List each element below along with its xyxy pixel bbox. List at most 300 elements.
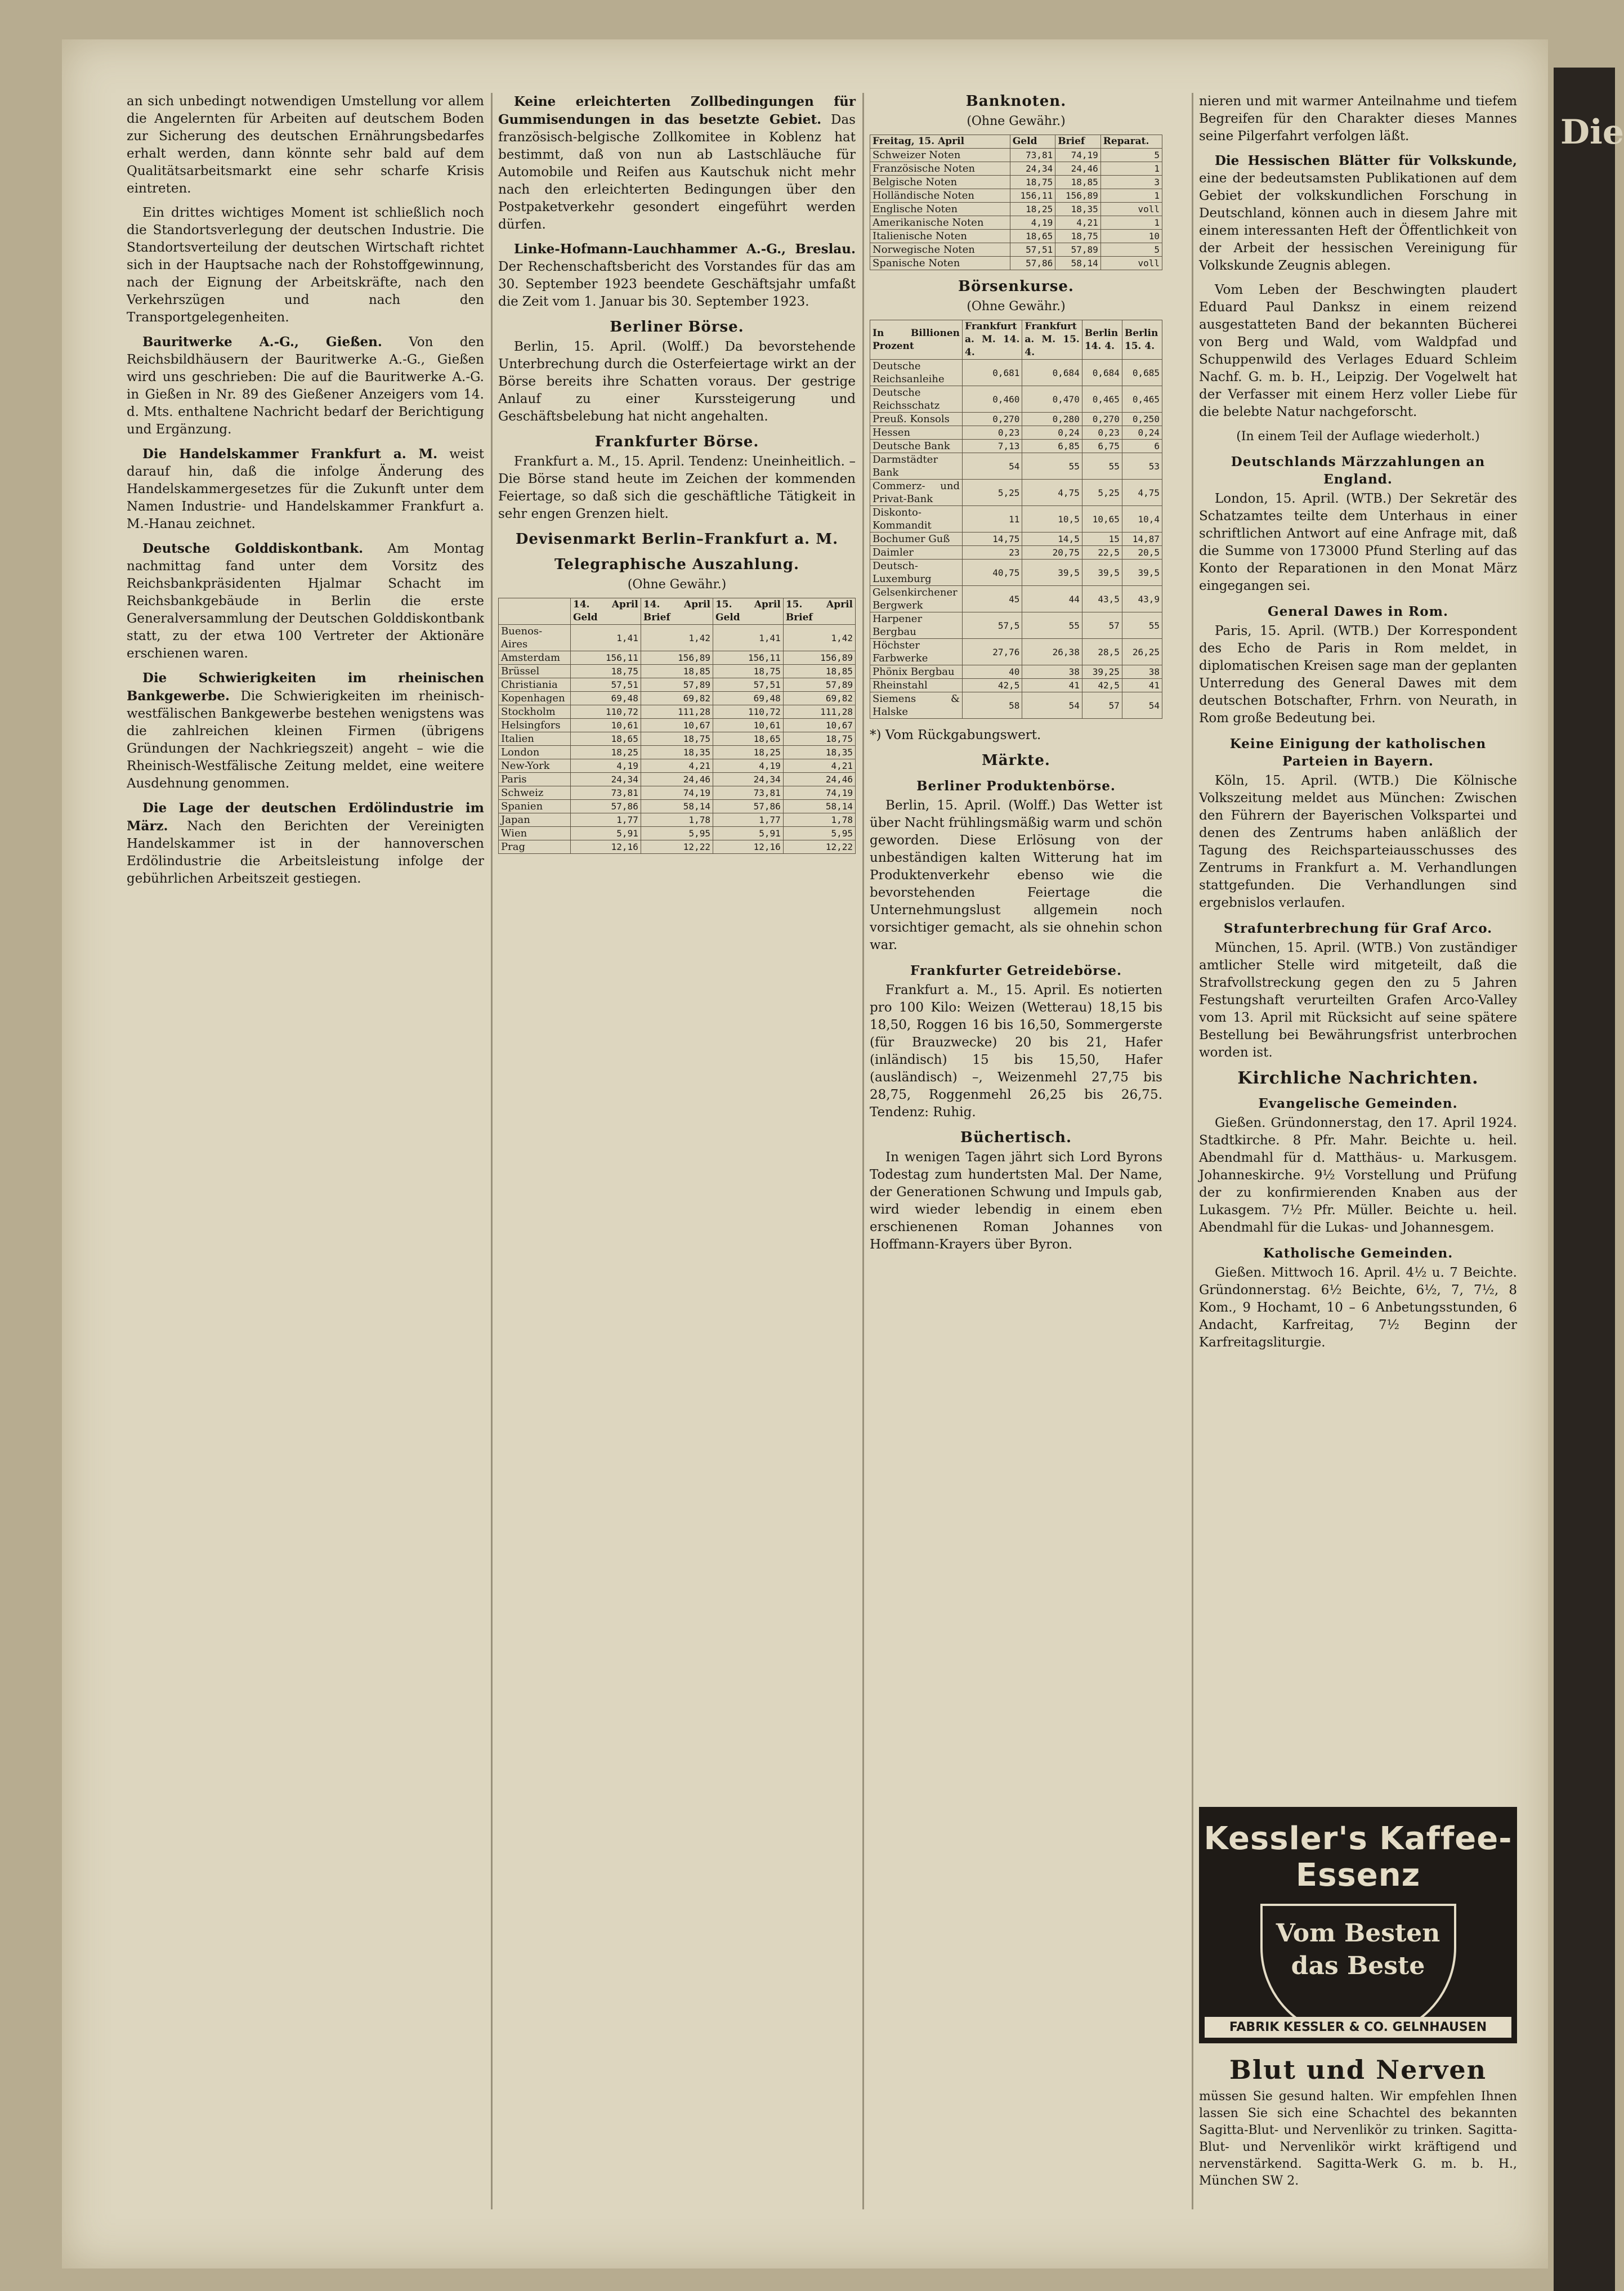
table-row <box>870 506 1162 533</box>
table-cell: 38 <box>1022 665 1082 679</box>
table-cell: Französische Noten <box>870 162 1010 176</box>
table-cell: 18,85 <box>783 665 855 678</box>
table-cell: 14,75 <box>963 533 1022 546</box>
column-4 <box>1199 93 1517 1358</box>
table-cell: Deutsche Reichsschatz <box>870 386 963 413</box>
table-cell: 156,11 <box>1010 189 1055 203</box>
table-header: Frankfurt a. M. 14. 4. <box>963 320 1022 360</box>
article-text <box>498 240 856 311</box>
table-row <box>870 413 1162 426</box>
article-text <box>127 799 484 888</box>
article-text: Berlin, 15. April. (Wolff.) Das Wetter ist über Nacht frühlingsmäßig warm und schön geworden. Diese Erlösung von der unbeständigen kalten Witterung hat im Produktenverkehr ebenso wie die bevorstehenden Feiertage die Unternehmungslust allgemein noch vorsichtiger gemacht, als sie ohnehin schon war. <box>870 798 1162 952</box>
table-cell: 24,46 <box>1055 162 1101 176</box>
table-header: 15. April Brief <box>783 598 855 625</box>
table-row <box>870 440 1162 453</box>
table-cell: 156,11 <box>570 651 641 665</box>
article-body: Der Rechenschaftsbericht des Vorstandes für das am 30. September 1923 beendete Geschäftsjahr umfaßt die Zeit vom 1. Januar bis 30. September 1923. <box>498 259 856 309</box>
table-cell: Gelsenkirchener Bergwerk <box>870 586 963 612</box>
table-cell: 1,42 <box>641 625 713 651</box>
table-cell: 22,5 <box>1082 546 1122 560</box>
table-cell: 57,86 <box>713 800 783 813</box>
table-row <box>870 679 1162 692</box>
table-cell: 41 <box>1022 679 1082 692</box>
table-row <box>870 612 1162 639</box>
article-body: Nach den Berichten der Vereinigten Handelskammer ist in der hannoverschen Erdölindustrie die Arbeitsleistung infolge der gebührlichen Arbeitszeit gestiegen. <box>127 819 485 886</box>
table-cell: Rheinstahl <box>870 679 963 692</box>
table-cell: 0,270 <box>1082 413 1122 426</box>
table-row <box>870 692 1162 719</box>
table-cell: 10 <box>1100 230 1162 243</box>
table-cell: 111,28 <box>783 705 855 719</box>
table-cell: 55 <box>1082 453 1122 480</box>
table-cell: Buenos-Aires <box>499 625 571 651</box>
article-body: eine der bedeutsamsten Publikationen auf dem Gebiet der volkskundlichen Forschung in Deutschland, können auch in diesem Jahre mit einem interessanten Heft der Öffentlichkeit von der Arbeit der hessischen Vereinigung für Volkskunde Zeugnis ablegen. <box>1199 171 1517 273</box>
article-text <box>127 333 484 438</box>
table-cell: Spanien <box>499 800 571 813</box>
table-cell: Schweiz <box>499 786 571 800</box>
section-heading: Devisenmarkt Berlin–Frankfurt a. M. <box>515 531 839 548</box>
table-header: Brief <box>1055 135 1101 149</box>
table-cell: Preuß. Konsols <box>870 413 963 426</box>
table-cell: 74,19 <box>783 786 855 800</box>
table-row <box>870 230 1162 243</box>
table-cell: 24,34 <box>570 773 641 786</box>
section-heading: General Dawes in Rom. <box>1268 604 1448 619</box>
table-cell: 14,87 <box>1122 533 1162 546</box>
table-cell: 18,75 <box>1010 176 1055 189</box>
table-cell: Hessen <box>870 426 963 440</box>
table-row <box>870 257 1162 270</box>
table-header: 14. April Brief <box>641 598 713 625</box>
table-cell: 1 <box>1100 189 1162 203</box>
section-heading: Strafunterbrechung für Graf Arco. <box>1223 921 1493 936</box>
table-row <box>870 639 1162 665</box>
table-cell: 39,5 <box>1022 560 1082 586</box>
table-cell: 57,51 <box>713 678 783 692</box>
table-cell: 18,75 <box>783 732 855 746</box>
table-row <box>499 678 856 692</box>
table-cell: Amerikanische Noten <box>870 216 1010 230</box>
ad-text: müssen Sie gesund halten. Wir empfehlen Ihnen lassen Sie sich eine Schachtel des bekannten Sagitta-Blut- und Nervenlikör zu trinken. Sagitta-Blut- und Nervenlikör wirkt kräftigend und nervenstärkend. Sagitta-Werk G. m. b. H., München SW 2. <box>1199 2089 1517 2188</box>
table-cell: 7,13 <box>963 440 1022 453</box>
table-header: Berlin 15. 4. <box>1122 320 1162 360</box>
table-cell: 10,67 <box>783 719 855 732</box>
table-row <box>870 586 1162 612</box>
table-cell: 0,685 <box>1122 360 1162 386</box>
table-cell: 4,21 <box>641 759 713 773</box>
table-cell: Höchster Farbwerke <box>870 639 963 665</box>
column-rule <box>491 93 493 2209</box>
table-cell: 24,34 <box>1010 162 1055 176</box>
table-cell: 58,14 <box>641 800 713 813</box>
table-cell: 156,89 <box>783 651 855 665</box>
table-cell: 69,82 <box>641 692 713 705</box>
table-cell: 1 <box>1100 216 1162 230</box>
section-heading: Frankfurter Börse. <box>594 433 759 450</box>
table-cell: 3 <box>1100 176 1162 189</box>
table-cell: 43,9 <box>1122 586 1162 612</box>
coffee-advertisement <box>1199 1807 1517 2043</box>
table-cell: 0,280 <box>1022 413 1082 426</box>
article-text <box>127 540 484 663</box>
table-cell: 5,25 <box>1082 480 1122 506</box>
table-cell: 10,5 <box>1022 506 1082 533</box>
table-cell: 10,4 <box>1122 506 1162 533</box>
table-cell: 74,19 <box>1055 149 1101 162</box>
section-heading: Berliner Börse. <box>610 319 744 335</box>
table-cell: 0,460 <box>963 386 1022 413</box>
table-cell: 26,38 <box>1022 639 1082 665</box>
stock-table <box>870 320 1162 719</box>
table-row <box>499 813 856 827</box>
table-header: 14. April Geld <box>570 598 641 625</box>
table-header: 15. April Geld <box>713 598 783 625</box>
ad-title: Kessler's Kaffee-Essenz <box>1204 1820 1513 1894</box>
table-cell: Deutsche Bank <box>870 440 963 453</box>
table-cell: 23 <box>963 546 1022 560</box>
table-cell: 24,46 <box>641 773 713 786</box>
article-text: Paris, 15. April. (WTB.) Der Korrespondent des Echo de Paris in Rom meldet, in diplomatischen Kreisen sage man der geplanten Unterredung des General Dawes mit dem deutschen Botschafter, Frhrn. von Neurath, in Rom große Bedeutung bei. <box>1199 624 1517 726</box>
table-cell: 0,681 <box>963 360 1022 386</box>
table-cell: 57,89 <box>783 678 855 692</box>
table-row <box>499 651 856 665</box>
article-title: Die Hessischen Blätter für Volkskunde, <box>1215 153 1517 168</box>
table-cell: 69,82 <box>783 692 855 705</box>
table-row <box>499 827 856 840</box>
table-cell: 18,25 <box>570 746 641 759</box>
table-row <box>870 453 1162 480</box>
article-text: London, 15. April. (WTB.) Der Sekretär des Schatzamtes teilte dem Unterhaus in einer schriftlichen Antwort auf eine Anfrage mit, daß die Summe von 173000 Pfund Sterling auf das Konto der Reparationen in den Monat März eingegangen sei. <box>1199 491 1517 593</box>
table-cell: 5,95 <box>783 827 855 840</box>
table-cell: 15 <box>1082 533 1122 546</box>
table-cell: 73,81 <box>713 786 783 800</box>
table-cell: 110,72 <box>570 705 641 719</box>
table-header: Frankfurt a. M. 15. 4. <box>1022 320 1082 360</box>
table-cell: 5 <box>1100 243 1162 257</box>
article-text: nieren und mit warmer Anteilnahme und tiefem Begreifen für den Charakter dieses Mannes seine Pilgerfahrt verfolgen läßt. <box>1199 94 1517 144</box>
article-text <box>1199 152 1517 275</box>
table-cell: 12,22 <box>641 840 713 854</box>
table-cell: Wien <box>499 827 571 840</box>
section-heading: Katholische Gemeinden. <box>1263 1246 1453 1261</box>
table-cell: 57,89 <box>1055 243 1101 257</box>
table-cell: Italien <box>499 732 571 746</box>
table-cell: 0,465 <box>1082 386 1122 413</box>
section-heading: Evangelische Gemeinden. <box>1258 1096 1458 1111</box>
article-text: Frankfurt a. M., 15. April. Es notierten pro 100 Kilo: Weizen (Wetterau) 18,15 bis 18,50, Roggen 16 bis 16,50, Sommergerste (für Brauzwecke) 20 bis 21, Hafer (inländisch) 15 bis 15,50, Hafer (ausländisch) –, Weizenmehl 27,75 bis 28,75, Roggenmehl 26,25 bis 26,75. Tendenz: Ruhig. <box>870 983 1162 1120</box>
table-cell: 0,23 <box>1082 426 1122 440</box>
table-cell: 18,25 <box>1010 203 1055 216</box>
table-cell: 156,89 <box>1055 189 1101 203</box>
table-header: In Billionen Prozent <box>870 320 963 360</box>
table-cell: 4,21 <box>783 759 855 773</box>
table-cell: Prag <box>499 840 571 854</box>
table-cell: 57,89 <box>641 678 713 692</box>
column-3 <box>870 93 1162 1260</box>
table-cell: 42,5 <box>963 679 1022 692</box>
table-cell: 5,91 <box>570 827 641 840</box>
section-subheading: (Ohne Gewähr.) <box>627 578 727 592</box>
table-cell: voll <box>1100 257 1162 270</box>
table-cell: 57,51 <box>570 678 641 692</box>
table-cell: 0,470 <box>1022 386 1082 413</box>
table-cell: 54 <box>1022 692 1082 719</box>
table-cell: 57,5 <box>963 612 1022 639</box>
table-cell: Belgische Noten <box>870 176 1010 189</box>
table-cell: 43,5 <box>1082 586 1122 612</box>
table-row <box>870 216 1162 230</box>
article-text: an sich unbedingt notwendigen Umstellung vor allem die Angelernten für Arbeiten auf deutschem Boden zur Sicherung des deutschen Ernährungsbedarfes erhalt werden, dann könnte sehr bald auf dem Qualitätsarbeitsmarkt eine sehr scharfe Krisis eintreten. <box>127 94 484 196</box>
section-subheading: (Ohne Gewähr.) <box>967 114 1066 128</box>
table-cell: 57 <box>1082 612 1122 639</box>
table-cell: 0,465 <box>1122 386 1162 413</box>
table-cell: 18,65 <box>713 732 783 746</box>
table-cell: London <box>499 746 571 759</box>
table-cell: 1,78 <box>641 813 713 827</box>
article-text: Vom Leben der Beschwingten plaudert Eduard Paul Danksz in einem reizend ausgestatteten Band der bekannten Bücherei von Berg und Wald, vom Waldpfad und Schuppenwild des Verlages Eduard Schleim Nachf. G. m. b. H., Leipzig. Der Vogelwelt hat der Verfasser mit einem Herz voller Liebe für die belebte Natur nachgeforscht. <box>1199 283 1517 419</box>
table-cell: 55 <box>1022 453 1082 480</box>
table-cell: 4,75 <box>1122 480 1162 506</box>
table-cell: 57,86 <box>570 800 641 813</box>
table-row <box>870 149 1162 162</box>
table-cell: 4,75 <box>1022 480 1082 506</box>
table-cell: 69,48 <box>713 692 783 705</box>
table-row <box>499 665 856 678</box>
article-body: Die Schwierigkeiten im rheinisch-westfälischen Bankgewerbe bestehen wenigstens was die zahlreichen kleinen Firmen (übrigens Gründungen der Nachkriegszeit) angeht – wie die Rheinisch-Westfälische Zeitung meldet, eine weitere Ausdehnung genommen. <box>127 689 484 791</box>
section-heading: Märkte. <box>982 752 1050 769</box>
table-cell: 111,28 <box>641 705 713 719</box>
column-rule <box>1192 93 1193 2209</box>
article-title: Die Lage der deutschen Erdölindustrie im März. <box>127 800 484 834</box>
table-row <box>499 840 856 854</box>
table-cell: 18,35 <box>641 746 713 759</box>
table-cell: 4,19 <box>713 759 783 773</box>
table-cell: 1 <box>1100 162 1162 176</box>
table-cell: New-York <box>499 759 571 773</box>
table-row <box>499 705 856 719</box>
banknotes-table <box>870 135 1162 270</box>
article-title: Linke-Hofmann-Lauchhammer A.-G., Breslau. <box>514 241 856 257</box>
table-cell: Harpener Bergbau <box>870 612 963 639</box>
article-text: Berlin, 15. April. (Wolff.) Da bevorstehende Unterbrechung durch die Osterfeiertage wirkt an der Börse bereits ihre Schatten voraus. Der gestrige Anlauf zu einer Kurssteigerung und Geschäftsbelebung hat nicht angehalten. <box>498 339 856 424</box>
table-cell: 73,81 <box>570 786 641 800</box>
table-row <box>870 243 1162 257</box>
article-text: München, 15. April. (WTB.) Von zuständiger amtlicher Stelle wird mitgeteilt, daß die Strafvollstreckung gegen den zu 5 Jahren Festungshaft verurteilten Grafen Arco-Valley vom 13. April mit Rücksicht auf seine spätere Bestellung bei Bewährungsfrist unterbrochen worden ist. <box>1199 941 1517 1060</box>
table-cell: 11 <box>963 506 1022 533</box>
article-title: Die Handelskammer Frankfurt a. M. <box>142 446 438 462</box>
table-cell: 54 <box>963 453 1022 480</box>
article-text <box>127 669 484 793</box>
table-row <box>499 746 856 759</box>
table-cell: 24,46 <box>783 773 855 786</box>
table-cell: 24,34 <box>713 773 783 786</box>
table-header: Geld <box>1010 135 1055 149</box>
table-cell: Commerz- und Privat-Bank <box>870 480 963 506</box>
table-cell: 40 <box>963 665 1022 679</box>
table-cell: 44 <box>1022 586 1082 612</box>
table-cell: Phönix Bergbau <box>870 665 963 679</box>
article-title: Keine erleichterten Zollbedingungen für Gummisendungen in das besetzte Gebiet. <box>498 94 856 127</box>
table-cell: 57,51 <box>1010 243 1055 257</box>
blood-nerves-advertisement <box>1199 2055 1517 2193</box>
table-cell: 4,19 <box>1010 216 1055 230</box>
table-cell: Japan <box>499 813 571 827</box>
table-cell: Italienische Noten <box>870 230 1010 243</box>
table-cell: 26,25 <box>1122 639 1162 665</box>
section-heading: Keine Einigung der katholischen Parteien in Bayern. <box>1229 736 1487 769</box>
table-cell: 12,16 <box>570 840 641 854</box>
column-rule <box>862 93 864 2209</box>
table-cell: Norwegische Noten <box>870 243 1010 257</box>
table-cell: 18,85 <box>641 665 713 678</box>
table-cell: 1,42 <box>783 625 855 651</box>
table-cell: 55 <box>1122 612 1162 639</box>
table-cell: 18,75 <box>641 732 713 746</box>
table-cell: Brüssel <box>499 665 571 678</box>
table-row <box>870 386 1162 413</box>
table-cell: Paris <box>499 773 571 786</box>
table-cell: 0,24 <box>1122 426 1162 440</box>
table-cell: 18,75 <box>570 665 641 678</box>
table-cell: 110,72 <box>713 705 783 719</box>
column-2 <box>498 93 856 862</box>
adjacent-page-edge <box>1554 68 1624 2291</box>
article-text: Köln, 15. April. (WTB.) Die Kölnische Volkszeitung meldet aus München: Zwischen den Führern der Bayerischen Volkspartei und denen des Zentrums haben anläßlich der Tagung des Reichsparteiausschusses des Zentrums in Frankfurt a. M. Verhandlungen stattgefunden. Die Verhandlungen sind ergebnislos verlaufen. <box>1199 773 1517 910</box>
table-cell: 18,35 <box>1055 203 1101 216</box>
table-row <box>870 176 1162 189</box>
section-heading: Telegraphische Auszahlung. <box>554 556 800 573</box>
table-cell: 12,22 <box>783 840 855 854</box>
footnote: *) Vom Rückgabungswert. <box>870 728 1041 742</box>
table-cell: 18,65 <box>570 732 641 746</box>
table-cell: 45 <box>963 586 1022 612</box>
table-cell: 74,19 <box>641 786 713 800</box>
table-cell: 58,14 <box>783 800 855 813</box>
section-heading: Büchertisch. <box>960 1129 1072 1146</box>
table-row <box>870 560 1162 586</box>
table-cell: Christiania <box>499 678 571 692</box>
table-cell: Siemens & Halske <box>870 692 963 719</box>
section-heading: Kirchliche Nachrichten. <box>1237 1068 1479 1088</box>
section-heading: Deutschlands Märzzahlungen an England. <box>1231 454 1486 487</box>
table-row <box>870 426 1162 440</box>
table-cell: 55 <box>1022 612 1082 639</box>
table-cell: Helsingfors <box>499 719 571 732</box>
table-cell: 5 <box>1100 149 1162 162</box>
table-cell: 73,81 <box>1010 149 1055 162</box>
article-body: weist darauf hin, daß die infolge Änderung des Handelskammergesetzes für die Zukunft unter dem Namen Industrie- und Handelskammer Frankfurt a. M.-Hanau zeichnet. <box>127 447 484 531</box>
table-cell: 0,270 <box>963 413 1022 426</box>
table-cell: 5,95 <box>641 827 713 840</box>
article-title: Bauritwerke A.-G., Gießen. <box>142 334 382 350</box>
table-cell: 12,16 <box>713 840 783 854</box>
table-cell: 57,86 <box>1010 257 1055 270</box>
article-title: Die Schwierigkeiten im rheinischen Bankgewerbe. <box>127 670 484 704</box>
article-body: Am Montag nachmittag fand unter dem Vorsitz des Reichsbankpräsidenten Hjalmar Schacht im Reichsbankgebäude in Berlin die erste Generalversammlung der Deutschen Golddiskontbank statt, zu der etwa 100 Vertreter der Aktionäre erschienen waren. <box>127 542 484 661</box>
table-row <box>870 360 1162 386</box>
table-cell: Bochumer Guß <box>870 533 963 546</box>
table-cell: 39,25 <box>1082 665 1122 679</box>
edition-note: (In einem Teil der Auflage wiederholt.) <box>1236 429 1480 444</box>
table-cell: 6 <box>1122 440 1162 453</box>
table-row <box>870 480 1162 506</box>
table-row <box>499 719 856 732</box>
table-cell: 41 <box>1122 679 1162 692</box>
table-row <box>499 786 856 800</box>
table-cell: 39,5 <box>1122 560 1162 586</box>
table-row <box>499 773 856 786</box>
table-cell: 10,61 <box>713 719 783 732</box>
table-cell: 20,5 <box>1122 546 1162 560</box>
article-title: Deutsche Golddiskontbank. <box>142 541 364 556</box>
table-cell: 6,85 <box>1022 440 1082 453</box>
article-text: Gießen. Gründonnerstag, den 17. April 1924. Stadtkirche. 8 Pfr. Mahr. Beichte u. heil. Abendmahl für d. Matthäus- u. Markusgem. Johanneskirche. 9½ Vorstellung und Prüfung der zu konfirmierenden Knaben aus der Lukasgem. 7½ Pfr. Müller. Beichte u. heil. Abendmahl für die Lukas- und Johannesgem. <box>1199 1116 1517 1235</box>
table-cell: 18,65 <box>1010 230 1055 243</box>
table-cell: 39,5 <box>1082 560 1122 586</box>
table-cell: 0,684 <box>1022 360 1082 386</box>
table-cell: 6,75 <box>1082 440 1122 453</box>
section-heading: Frankfurter Getreidebörse. <box>910 963 1122 978</box>
table-row <box>870 533 1162 546</box>
table-row <box>499 732 856 746</box>
table-row <box>870 162 1162 176</box>
ad-slogan: Vom Besten das Beste <box>1276 1919 1440 1980</box>
article-text: Frankfurt a. M., 15. April. Tendenz: Uneinheitlich. – Die Börse stand heute im Zeichen der kommenden Feiertage, so daß sich die geschäftliche Tätigkeit in sehr engen Grenzen hielt. <box>498 454 856 521</box>
table-cell: 18,75 <box>713 665 783 678</box>
article-text <box>498 93 856 234</box>
table-cell: 18,25 <box>713 746 783 759</box>
table-cell: Deutsch-Luxemburg <box>870 560 963 586</box>
table-cell: 0,684 <box>1082 360 1122 386</box>
section-heading: Banknoten. <box>965 93 1067 110</box>
table-cell: 0,24 <box>1022 426 1082 440</box>
table-row <box>499 692 856 705</box>
table-cell: Daimler <box>870 546 963 560</box>
table-row <box>870 203 1162 216</box>
article-text <box>127 445 484 533</box>
ad-footer: FABRIK KESSLER & CO. GELNHAUSEN <box>1205 2017 1511 2038</box>
table-cell: 1,78 <box>783 813 855 827</box>
adjacent-page-text: Die <box>1560 113 1624 152</box>
table-cell: voll <box>1100 203 1162 216</box>
table-cell: 42,5 <box>1082 679 1122 692</box>
table-cell: Diskonto-Kommandit <box>870 506 963 533</box>
table-cell: 58,14 <box>1055 257 1101 270</box>
table-row <box>870 546 1162 560</box>
table-cell: 18,85 <box>1055 176 1101 189</box>
table-cell: Holländische Noten <box>870 189 1010 203</box>
section-heading: Börsenkurse. <box>958 278 1074 295</box>
table-cell: Kopenhagen <box>499 692 571 705</box>
table-cell: 5,25 <box>963 480 1022 506</box>
table-row <box>870 665 1162 679</box>
table-cell: Stockholm <box>499 705 571 719</box>
table-cell: 10,65 <box>1082 506 1122 533</box>
table-header <box>499 598 571 625</box>
table-cell: 10,61 <box>570 719 641 732</box>
table-cell: 54 <box>1122 692 1162 719</box>
table-header: Berlin 14. 4. <box>1082 320 1122 360</box>
column-1 <box>127 93 484 894</box>
article-body: Das französisch-belgische Zollkomitee in Koblenz hat bestimmt, daß von nun ab Lastschläuche für Automobile und Reifen aus Kautschuk nicht mehr nach den erleichterten Bedingungen über den Postpaketverkehr gesondert eingeführt werden dürfen. <box>498 113 856 232</box>
table-cell: 40,75 <box>963 560 1022 586</box>
table-cell: 0,250 <box>1122 413 1162 426</box>
table-cell: 38 <box>1122 665 1162 679</box>
article-text: Ein drittes wichtiges Moment ist schließlich noch die Standortsverlegung der deutschen Industrie. Die Standortsverteilung der deutschen Wirtschaft richtet sich in der Hauptsache nach der Rohstoffgewinnung, nach der Eignung der Arbeitskräfte, nach den Verkehrszügen und nach den Transportgelegenheiten. <box>127 205 484 325</box>
table-cell: 5,91 <box>713 827 783 840</box>
table-row <box>499 759 856 773</box>
section-heading: Berliner Produktenbörse. <box>916 778 1116 794</box>
